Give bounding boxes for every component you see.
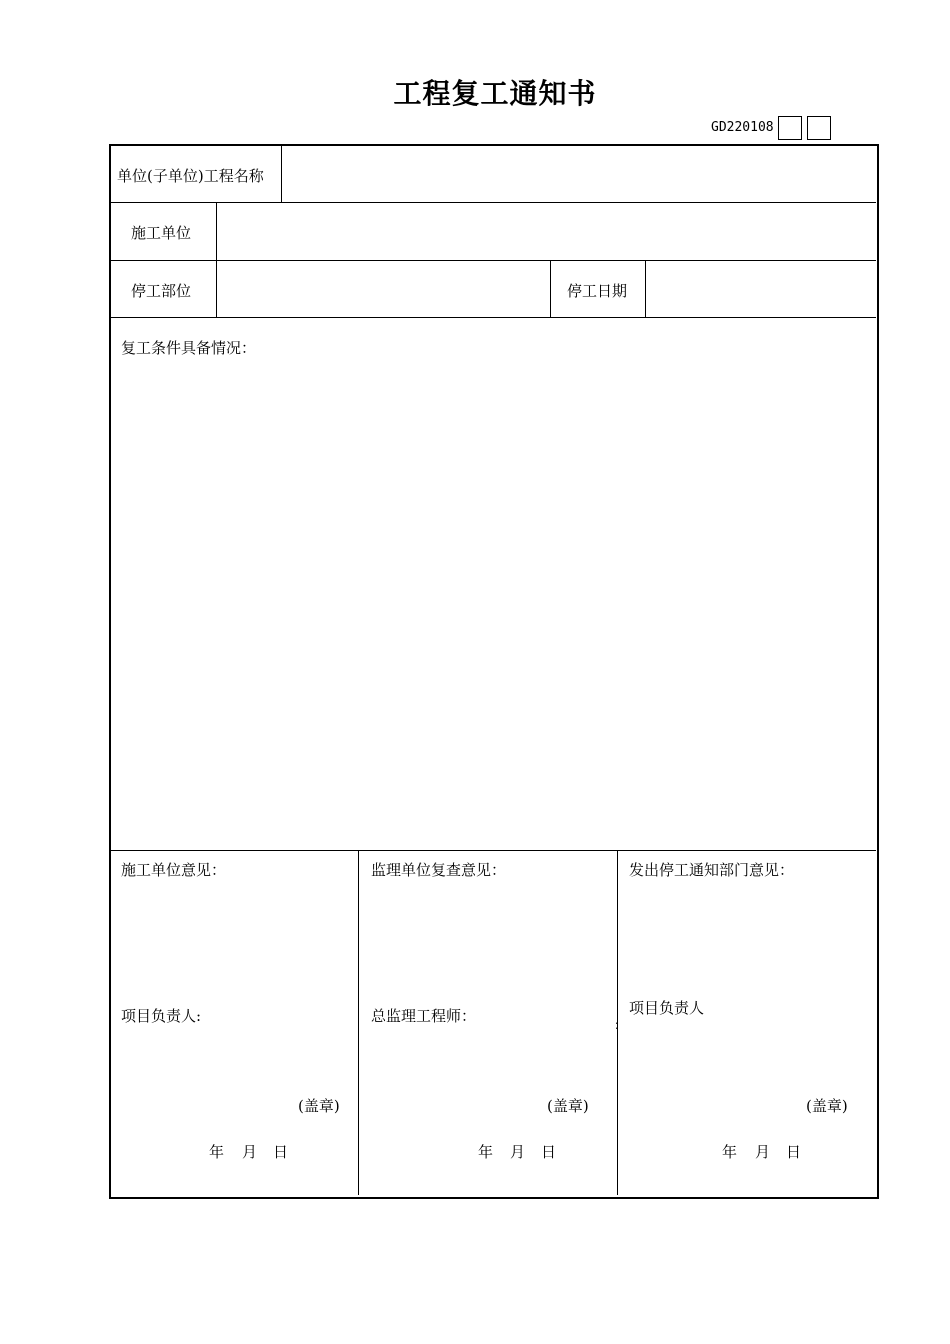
supervisor-opinion-heading: 监理单位复查意见： <box>371 861 507 879</box>
supervisor-date-year: 年 <box>478 1143 494 1161</box>
row-divider <box>110 850 876 851</box>
column-divider <box>645 261 646 317</box>
contractor-field[interactable] <box>218 204 873 259</box>
issuer-signer-colon: ： <box>614 1018 627 1032</box>
contractor-label: 施工单位 <box>131 224 192 242</box>
column-divider <box>358 851 359 1195</box>
project-name-label: 单位(子单位)工程名称 <box>117 167 264 185</box>
issuer-date-year: 年 <box>722 1143 738 1161</box>
project-name-field[interactable] <box>283 147 873 201</box>
resume-conditions-field[interactable] <box>112 360 873 848</box>
form-code: GD220108 <box>711 120 774 135</box>
contractor-opinion-heading: 施工单位意见： <box>121 861 227 879</box>
contractor-date-year: 年 <box>209 1143 225 1161</box>
row-divider <box>110 260 876 261</box>
contractor-signer-label: 项目负责人: <box>121 1007 202 1025</box>
row-divider <box>110 317 876 318</box>
contractor-date-month: 月 <box>242 1143 258 1161</box>
stop-location-field[interactable] <box>218 262 548 316</box>
stop-date-label: 停工日期 <box>567 282 628 300</box>
issuer-date-day: 日 <box>786 1143 802 1161</box>
supervisor-date-day: 日 <box>541 1143 557 1161</box>
supervisor-signer-label: 总监理工程师： <box>371 1007 477 1025</box>
form-code-box-1[interactable] <box>778 116 802 140</box>
issuer-opinion-heading: 发出停工通知部门意见： <box>629 861 795 879</box>
issuer-seal: (盖章) <box>806 1097 848 1115</box>
stop-date-field[interactable] <box>647 262 873 316</box>
supervisor-date-month: 月 <box>510 1143 526 1161</box>
row-divider <box>110 202 876 203</box>
issuer-signer-label: 项目负责人 <box>629 999 705 1017</box>
column-divider <box>281 146 282 202</box>
issuer-date-month: 月 <box>755 1143 771 1161</box>
column-divider <box>550 261 551 317</box>
contractor-seal: (盖章) <box>298 1097 340 1115</box>
page-title: 工程复工通知书 <box>393 77 597 110</box>
column-divider <box>216 203 217 317</box>
contractor-date-day: 日 <box>273 1143 289 1161</box>
form-code-box-2[interactable] <box>807 116 831 140</box>
stop-location-label: 停工部位 <box>131 282 192 300</box>
supervisor-seal: (盖章) <box>547 1097 589 1115</box>
resume-conditions-label: 复工条件具备情况： <box>121 339 257 357</box>
